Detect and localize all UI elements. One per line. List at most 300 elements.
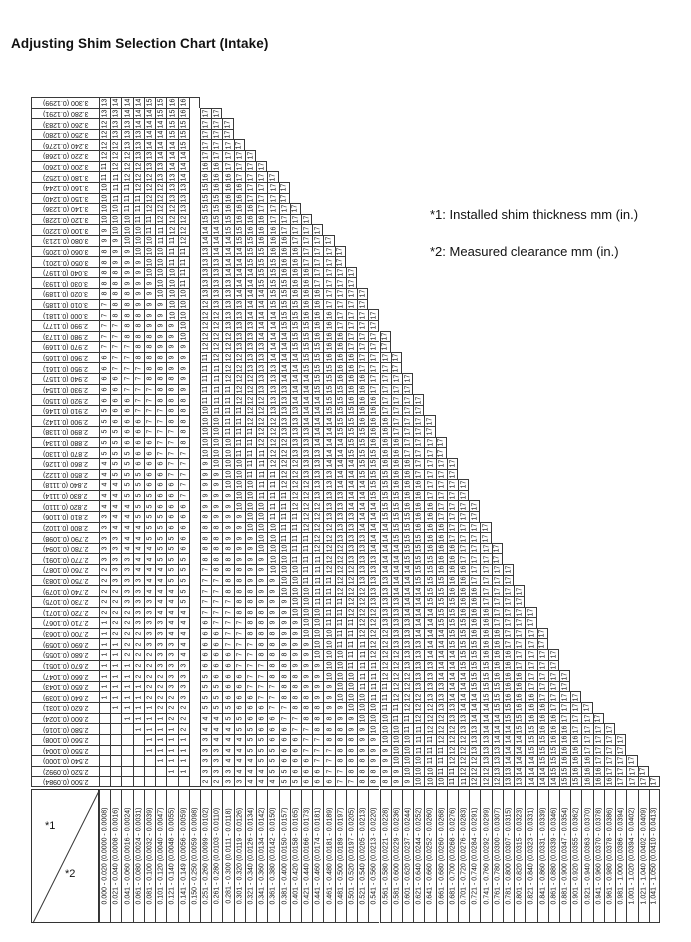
shim-number-cell: 17 bbox=[346, 309, 357, 320]
shim-number-cell: 10 bbox=[267, 564, 278, 575]
in-spec-blank-cell bbox=[189, 394, 200, 405]
shim-number-cell: 10 bbox=[346, 670, 357, 681]
shim-number-cell: 16 bbox=[323, 331, 334, 342]
shim-number-cell: 7 bbox=[222, 638, 233, 649]
shim-number-cell: 12 bbox=[469, 755, 480, 766]
shim-number-cell: 11 bbox=[413, 745, 424, 756]
shim-number-cell: 17 bbox=[279, 214, 290, 225]
shim-number-cell: 16 bbox=[458, 575, 469, 586]
shim-number-cell: 8 bbox=[301, 691, 312, 702]
shim-number-cell: 14 bbox=[121, 97, 132, 108]
shim-number-cell: 15 bbox=[267, 277, 278, 288]
shim-number-cell: 11 bbox=[323, 575, 334, 586]
shim-number-cell: 16 bbox=[222, 203, 233, 214]
shim-number-cell: 15 bbox=[279, 277, 290, 288]
shim-number-cell: 16 bbox=[346, 384, 357, 395]
col-label-measured-clearance: 0.361 - 0.380 (0.0142 - 0.0150) bbox=[267, 789, 278, 923]
shim-number-cell: 11 bbox=[357, 681, 368, 692]
shim-number-cell: 17 bbox=[615, 734, 626, 745]
shim-number-cell: 5 bbox=[200, 670, 211, 681]
shim-number-cell: 8 bbox=[267, 638, 278, 649]
shim-number-cell: 1 bbox=[155, 734, 166, 745]
shim-number-cell: 11 bbox=[200, 352, 211, 363]
shim-number-cell: 15 bbox=[357, 458, 368, 469]
shim-number-cell: 15 bbox=[368, 490, 379, 501]
shim-number-cell: 16 bbox=[436, 522, 447, 533]
shim-number-cell: 4 bbox=[121, 500, 132, 511]
shim-number-cell: 13 bbox=[245, 341, 256, 352]
shim-number-cell: 3 bbox=[155, 660, 166, 671]
row-label-shim-thickness: 2.760 (0.1087) bbox=[31, 564, 99, 575]
shim-number-cell: 11 bbox=[178, 267, 189, 278]
shim-number-cell: 12 bbox=[133, 161, 144, 172]
shim-number-cell: 14 bbox=[480, 723, 491, 734]
row-label-shim-thickness: 3.030 (0.1193) bbox=[31, 277, 99, 288]
row-label-shim-thickness: 2.980 (0.1173) bbox=[31, 331, 99, 342]
shim-number-cell: 1 bbox=[144, 734, 155, 745]
shim-number-cell: 3 bbox=[155, 617, 166, 628]
shim-number-cell: 7 bbox=[335, 776, 346, 787]
shim-number-cell: 13 bbox=[391, 617, 402, 628]
shim-number-cell: 5 bbox=[110, 469, 121, 480]
shim-number-cell: 17 bbox=[593, 755, 604, 766]
shim-number-cell: 16 bbox=[368, 426, 379, 437]
shim-number-cell: 9 bbox=[211, 490, 222, 501]
shim-number-cell: 13 bbox=[469, 723, 480, 734]
row-label-shim-thickness: 3.180 (0.1252) bbox=[31, 171, 99, 182]
shim-number-cell: 7 bbox=[166, 426, 177, 437]
shim-number-cell: 10 bbox=[256, 532, 267, 543]
shim-number-cell: 2 bbox=[166, 713, 177, 724]
shim-number-cell: 15 bbox=[234, 224, 245, 235]
shim-number-cell: 11 bbox=[312, 575, 323, 586]
shim-number-cell: 17 bbox=[436, 511, 447, 522]
shim-number-cell: 17 bbox=[279, 224, 290, 235]
in-spec-blank-cell bbox=[189, 585, 200, 596]
row-label-shim-thickness: 2.810 (0.1106) bbox=[31, 511, 99, 522]
shim-number-cell: 17 bbox=[279, 193, 290, 204]
shim-number-cell: 12 bbox=[480, 776, 491, 787]
shim-number-cell: 3 bbox=[211, 745, 222, 756]
shim-number-cell: 4 bbox=[234, 734, 245, 745]
shim-number-cell: 16 bbox=[525, 702, 536, 713]
shim-number-cell: 7 bbox=[144, 405, 155, 416]
shim-number-cell: 8 bbox=[267, 649, 278, 660]
shim-number-cell: 13 bbox=[469, 745, 480, 756]
shim-number-cell: 15 bbox=[323, 384, 334, 395]
shim-number-cell: 11 bbox=[436, 755, 447, 766]
shim-number-cell: 13 bbox=[312, 458, 323, 469]
shim-number-cell: 12 bbox=[155, 182, 166, 193]
shim-number-cell: 14 bbox=[380, 543, 391, 554]
shim-number-cell: 17 bbox=[447, 458, 458, 469]
shim-number-cell: 15 bbox=[469, 681, 480, 692]
shim-number-cell: 11 bbox=[234, 447, 245, 458]
shim-number-cell: 7 bbox=[222, 628, 233, 639]
shim-number-cell: 9 bbox=[368, 755, 379, 766]
shim-number-cell: 12 bbox=[301, 511, 312, 522]
shim-number-cell: 1 bbox=[110, 670, 121, 681]
shim-number-cell: 12 bbox=[346, 607, 357, 618]
shim-number-cell: 7 bbox=[234, 628, 245, 639]
shim-number-cell: 1 bbox=[99, 638, 110, 649]
shim-number-cell: 17 bbox=[323, 277, 334, 288]
shim-number-cell: 8 bbox=[178, 394, 189, 405]
shim-number-cell: 17 bbox=[514, 617, 525, 628]
in-spec-blank-cell bbox=[189, 617, 200, 628]
shim-number-cell: 12 bbox=[121, 150, 132, 161]
shim-number-cell: 8 bbox=[222, 553, 233, 564]
shim-number-cell: 9 bbox=[323, 691, 334, 702]
shim-number-cell: 15 bbox=[312, 384, 323, 395]
shim-number-cell: 5 bbox=[256, 745, 267, 756]
shim-number-cell: 13 bbox=[267, 362, 278, 373]
shim-number-cell: 12 bbox=[402, 670, 413, 681]
shim-number-cell: 17 bbox=[357, 299, 368, 310]
shim-number-cell: 6 bbox=[200, 617, 211, 628]
shim-number-cell: 15 bbox=[357, 469, 368, 480]
empty-cell bbox=[121, 776, 132, 787]
shim-number-cell: 11 bbox=[335, 607, 346, 618]
shim-number-cell: 17 bbox=[525, 617, 536, 628]
shim-number-cell: 16 bbox=[514, 681, 525, 692]
shim-number-cell: 4 bbox=[99, 490, 110, 501]
shim-number-cell: 17 bbox=[335, 288, 346, 299]
in-spec-blank-cell bbox=[189, 670, 200, 681]
shim-number-cell: 13 bbox=[290, 447, 301, 458]
col-label-measured-clearance: 0.941 - 0.960 (0.0370 - 0.0378) bbox=[593, 789, 604, 923]
shim-number-cell: 13 bbox=[380, 575, 391, 586]
shim-number-cell: 11 bbox=[155, 224, 166, 235]
shim-number-cell: 13 bbox=[380, 617, 391, 628]
shim-number-cell: 17 bbox=[469, 564, 480, 575]
shim-number-cell: 16 bbox=[301, 277, 312, 288]
shim-number-cell: 5 bbox=[267, 755, 278, 766]
shim-number-cell: 11 bbox=[178, 246, 189, 257]
shim-number-cell: 9 bbox=[200, 469, 211, 480]
shim-number-cell: 12 bbox=[323, 522, 334, 533]
shim-number-cell: 7 bbox=[245, 681, 256, 692]
shim-number-cell: 9 bbox=[121, 267, 132, 278]
shim-number-cell: 11 bbox=[222, 384, 233, 395]
shim-number-cell: 14 bbox=[514, 734, 525, 745]
shim-number-cell: 5 bbox=[121, 458, 132, 469]
shim-number-cell: 4 bbox=[133, 532, 144, 543]
shim-number-cell: 11 bbox=[211, 373, 222, 384]
empty-cell bbox=[99, 766, 110, 777]
shim-number-cell: 11 bbox=[335, 638, 346, 649]
in-spec-blank-cell bbox=[189, 182, 200, 193]
shim-number-cell: 12 bbox=[144, 182, 155, 193]
shim-number-cell: 15 bbox=[402, 553, 413, 564]
shim-number-cell: 3 bbox=[200, 734, 211, 745]
shim-number-cell: 7 bbox=[279, 702, 290, 713]
shim-number-cell: 9 bbox=[256, 564, 267, 575]
shim-number-cell: 17 bbox=[346, 288, 357, 299]
shim-number-cell: 14 bbox=[402, 585, 413, 596]
shim-number-cell: 11 bbox=[256, 490, 267, 501]
shim-number-cell: 14 bbox=[144, 129, 155, 140]
shim-number-cell: 13 bbox=[413, 681, 424, 692]
in-spec-blank-cell bbox=[189, 776, 200, 787]
shim-number-cell: 10 bbox=[402, 745, 413, 756]
shim-number-cell: 13 bbox=[211, 299, 222, 310]
empty-cell bbox=[99, 702, 110, 713]
shim-number-cell: 8 bbox=[133, 320, 144, 331]
shim-number-cell: 10 bbox=[290, 585, 301, 596]
shim-number-cell: 12 bbox=[402, 691, 413, 702]
shim-number-cell: 9 bbox=[267, 585, 278, 596]
shim-number-cell: 16 bbox=[346, 394, 357, 405]
shim-number-cell: 15 bbox=[301, 352, 312, 363]
corner-clearance-ref: *2 bbox=[65, 868, 76, 880]
shim-number-cell: 17 bbox=[368, 309, 379, 320]
shim-number-cell: 17 bbox=[391, 384, 402, 395]
shim-number-cell: 17 bbox=[380, 341, 391, 352]
shim-number-cell: 8 bbox=[312, 723, 323, 734]
shim-number-cell: 7 bbox=[121, 362, 132, 373]
shim-number-cell: 17 bbox=[380, 384, 391, 395]
shim-number-cell: 9 bbox=[110, 246, 121, 257]
shim-number-cell: 10 bbox=[211, 437, 222, 448]
shim-number-cell: 14 bbox=[121, 108, 132, 119]
shim-number-cell: 11 bbox=[458, 776, 469, 787]
shim-number-cell: 5 bbox=[211, 691, 222, 702]
shim-number-cell: 10 bbox=[323, 649, 334, 660]
in-spec-blank-cell bbox=[189, 447, 200, 458]
shim-number-cell: 7 bbox=[256, 681, 267, 692]
shim-number-cell: 16 bbox=[211, 161, 222, 172]
shim-number-cell: 10 bbox=[211, 426, 222, 437]
in-spec-blank-cell bbox=[189, 97, 200, 108]
shim-number-cell: 9 bbox=[155, 341, 166, 352]
shim-number-cell: 7 bbox=[346, 776, 357, 787]
row-label-shim-thickness: 3.300 (0.1299) bbox=[31, 97, 99, 108]
shim-number-cell: 5 bbox=[178, 596, 189, 607]
shim-number-cell: 9 bbox=[323, 681, 334, 692]
shim-number-cell: 8 bbox=[279, 660, 290, 671]
empty-cell bbox=[144, 776, 155, 787]
shim-number-cell: 12 bbox=[312, 500, 323, 511]
shim-number-cell: 15 bbox=[301, 331, 312, 342]
row-label-shim-thickness: 3.120 (0.1228) bbox=[31, 214, 99, 225]
shim-number-cell: 10 bbox=[368, 723, 379, 734]
shim-number-cell: 14 bbox=[178, 161, 189, 172]
shim-number-cell: 7 bbox=[133, 405, 144, 416]
shim-number-cell: 14 bbox=[368, 500, 379, 511]
shim-number-cell: 15 bbox=[436, 607, 447, 618]
shim-number-cell: 4 bbox=[256, 766, 267, 777]
shim-number-cell: 17 bbox=[458, 553, 469, 564]
shim-number-cell: 13 bbox=[413, 649, 424, 660]
shim-number-cell: 15 bbox=[469, 660, 480, 671]
shim-number-cell: 5 bbox=[222, 713, 233, 724]
shim-number-cell: 9 bbox=[144, 320, 155, 331]
shim-number-cell: 16 bbox=[245, 214, 256, 225]
shim-number-cell: 14 bbox=[166, 161, 177, 172]
shim-number-cell: 16 bbox=[480, 638, 491, 649]
shim-number-cell: 10 bbox=[133, 235, 144, 246]
shim-number-cell: 14 bbox=[413, 617, 424, 628]
shim-number-cell: 16 bbox=[424, 500, 435, 511]
shim-number-cell: 14 bbox=[413, 628, 424, 639]
shim-number-cell: 12 bbox=[492, 776, 503, 787]
shim-number-cell: 15 bbox=[290, 299, 301, 310]
shim-number-cell: 8 bbox=[245, 607, 256, 618]
col-label-measured-clearance: 0.961 - 0.980 (0.0378 - 0.0386) bbox=[604, 789, 615, 923]
shim-number-cell: 14 bbox=[458, 681, 469, 692]
shim-number-cell: 14 bbox=[323, 447, 334, 458]
shim-number-cell: 8 bbox=[234, 585, 245, 596]
shim-number-cell: 14 bbox=[391, 553, 402, 564]
shim-number-cell: 12 bbox=[436, 713, 447, 724]
shim-number-cell: 16 bbox=[447, 575, 458, 586]
shim-number-cell: 15 bbox=[391, 500, 402, 511]
shim-number-cell: 8 bbox=[99, 256, 110, 267]
shim-number-cell: 13 bbox=[346, 522, 357, 533]
shim-number-cell: 17 bbox=[604, 745, 615, 756]
shim-number-cell: 16 bbox=[424, 522, 435, 533]
shim-number-cell: 17 bbox=[357, 331, 368, 342]
shim-number-cell: 9 bbox=[256, 596, 267, 607]
shim-number-cell: 1 bbox=[110, 638, 121, 649]
shim-number-cell: 13 bbox=[312, 469, 323, 480]
shim-number-cell: 7 bbox=[301, 745, 312, 756]
shim-number-cell: 7 bbox=[267, 702, 278, 713]
shim-number-cell: 10 bbox=[166, 309, 177, 320]
shim-number-cell: 11 bbox=[245, 437, 256, 448]
shim-number-cell: 16 bbox=[301, 299, 312, 310]
shim-number-cell: 13 bbox=[413, 670, 424, 681]
shim-number-cell: 7 bbox=[99, 341, 110, 352]
shim-number-cell: 10 bbox=[222, 458, 233, 469]
shim-number-cell: 16 bbox=[323, 341, 334, 352]
shim-number-cell: 14 bbox=[346, 469, 357, 480]
shim-number-cell: 16 bbox=[402, 479, 413, 490]
shim-number-cell: 13 bbox=[155, 171, 166, 182]
shim-number-cell: 17 bbox=[436, 479, 447, 490]
shim-number-cell: 17 bbox=[492, 564, 503, 575]
shim-number-cell: 4 bbox=[121, 543, 132, 554]
shim-number-cell: 13 bbox=[256, 384, 267, 395]
shim-number-cell: 13 bbox=[211, 277, 222, 288]
shim-number-cell: 13 bbox=[436, 681, 447, 692]
shim-number-cell: 15 bbox=[424, 575, 435, 586]
shim-number-cell: 16 bbox=[391, 469, 402, 480]
shim-number-cell: 12 bbox=[211, 331, 222, 342]
shim-number-cell: 10 bbox=[312, 638, 323, 649]
shim-number-cell: 16 bbox=[267, 224, 278, 235]
shim-number-cell: 1 bbox=[99, 649, 110, 660]
shim-number-cell: 12 bbox=[391, 649, 402, 660]
row-label-shim-thickness: 3.240 (0.1276) bbox=[31, 139, 99, 150]
shim-number-cell: 10 bbox=[267, 532, 278, 543]
shim-number-cell: 15 bbox=[245, 246, 256, 257]
shim-number-cell: 2 bbox=[99, 607, 110, 618]
shim-number-cell: 15 bbox=[380, 511, 391, 522]
shim-number-cell: 17 bbox=[525, 649, 536, 660]
shim-number-cell: 11 bbox=[402, 723, 413, 734]
shim-number-cell: 4 bbox=[133, 564, 144, 575]
empty-cell bbox=[155, 766, 166, 777]
shim-number-cell: 13 bbox=[301, 437, 312, 448]
shim-number-cell: 17 bbox=[391, 405, 402, 416]
shim-number-cell: 17 bbox=[537, 638, 548, 649]
shim-number-cell: 15 bbox=[559, 776, 570, 787]
shim-number-cell: 3 bbox=[121, 575, 132, 586]
shim-number-cell: 16 bbox=[222, 171, 233, 182]
shim-number-cell: 15 bbox=[413, 532, 424, 543]
shim-number-cell: 6 bbox=[155, 458, 166, 469]
shim-number-cell: 10 bbox=[99, 214, 110, 225]
shim-number-cell: 10 bbox=[391, 745, 402, 756]
shim-number-cell: 14 bbox=[256, 288, 267, 299]
shim-number-cell: 5 bbox=[110, 458, 121, 469]
shim-number-cell: 17 bbox=[525, 607, 536, 618]
shim-number-cell: 3 bbox=[133, 617, 144, 628]
shim-number-cell: 10 bbox=[178, 288, 189, 299]
shim-number-cell: 6 bbox=[312, 766, 323, 777]
shim-number-cell: 6 bbox=[144, 458, 155, 469]
shim-number-cell: 13 bbox=[245, 362, 256, 373]
shim-number-cell: 11 bbox=[335, 596, 346, 607]
shim-number-cell: 14 bbox=[301, 384, 312, 395]
shim-number-cell: 8 bbox=[110, 277, 121, 288]
in-spec-blank-cell bbox=[189, 150, 200, 161]
shim-number-cell: 7 bbox=[312, 745, 323, 756]
shim-number-cell: 8 bbox=[290, 702, 301, 713]
shim-number-cell: 8 bbox=[166, 415, 177, 426]
shim-number-cell: 6 bbox=[155, 490, 166, 501]
col-label-measured-clearance: 0.661 - 0.680 (0.0260 - 0.0268) bbox=[436, 789, 447, 923]
shim-number-cell: 8 bbox=[155, 362, 166, 373]
shim-number-cell: 12 bbox=[301, 522, 312, 533]
shim-number-cell: 10 bbox=[245, 511, 256, 522]
shim-number-cell: 9 bbox=[166, 352, 177, 363]
shim-number-cell: 5 bbox=[155, 511, 166, 522]
shim-number-cell: 16 bbox=[581, 755, 592, 766]
shim-number-cell: 16 bbox=[469, 628, 480, 639]
shim-number-cell: 6 bbox=[222, 670, 233, 681]
shim-number-cell: 17 bbox=[503, 617, 514, 628]
shim-number-cell: 16 bbox=[368, 415, 379, 426]
shim-number-cell: 14 bbox=[458, 691, 469, 702]
shim-number-cell: 12 bbox=[211, 309, 222, 320]
shim-number-cell: 12 bbox=[178, 235, 189, 246]
shim-number-cell: 15 bbox=[211, 203, 222, 214]
shim-number-cell: 9 bbox=[346, 723, 357, 734]
shim-number-cell: 8 bbox=[144, 352, 155, 363]
shim-number-cell: 17 bbox=[503, 607, 514, 618]
shim-number-cell: 2 bbox=[211, 776, 222, 787]
shim-number-cell: 13 bbox=[503, 776, 514, 787]
shim-number-cell: 6 bbox=[301, 755, 312, 766]
shim-number-cell: 9 bbox=[234, 522, 245, 533]
shim-number-cell: 12 bbox=[121, 171, 132, 182]
shim-number-cell: 13 bbox=[514, 776, 525, 787]
shim-number-cell: 6 bbox=[200, 628, 211, 639]
shim-number-cell: 17 bbox=[447, 469, 458, 480]
shim-number-cell: 17 bbox=[514, 660, 525, 671]
shim-number-cell: 8 bbox=[166, 384, 177, 395]
shim-number-cell: 17 bbox=[323, 299, 334, 310]
shim-number-cell: 14 bbox=[436, 628, 447, 639]
shim-number-cell: 17 bbox=[323, 267, 334, 278]
shim-number-cell: 16 bbox=[222, 193, 233, 204]
shim-number-cell: 1 bbox=[110, 702, 121, 713]
shim-number-cell: 16 bbox=[514, 670, 525, 681]
shim-number-cell: 15 bbox=[346, 447, 357, 458]
